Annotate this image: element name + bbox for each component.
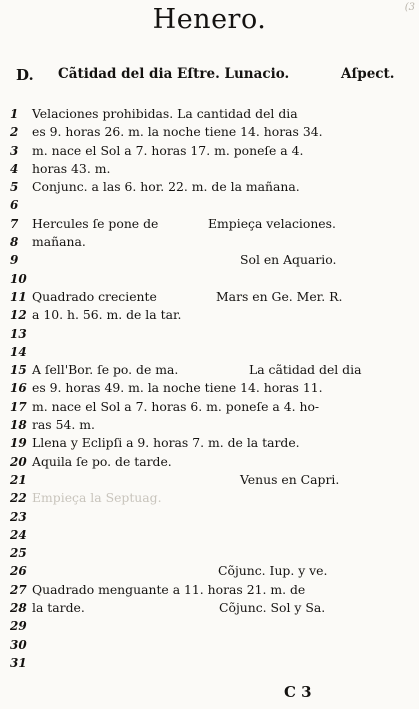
- day-number: 22: [10, 491, 27, 506]
- day-row: [0, 654, 419, 672]
- day-entry: A ſell'Bor. ſe po. de ma.: [32, 362, 179, 378]
- day-row: [0, 434, 419, 452]
- day-entry: Aquila ſe po. de tarde.: [32, 453, 172, 469]
- day-number: 28: [10, 601, 27, 616]
- day-number: 6: [10, 198, 19, 213]
- day-number: 20: [10, 454, 27, 469]
- day-number: 23: [10, 509, 27, 524]
- day-entry: Conjunc. a las 6. hor. 22. m. de la mañana.: [32, 179, 300, 195]
- day-number: 7: [10, 216, 19, 231]
- day-row: [0, 544, 419, 562]
- day-number: 5: [10, 180, 19, 195]
- day-entry: ras 54. m.: [32, 417, 95, 433]
- day-row: [0, 123, 419, 141]
- header-cantidad: Cãtidad del dia Eſtre. Lunacio.: [58, 66, 290, 82]
- day-number: 12: [10, 308, 27, 323]
- day-entry: Empieça la Septuag.: [32, 490, 162, 506]
- day-row: [0, 215, 419, 233]
- day-row: [0, 105, 419, 123]
- day-number: 21: [10, 472, 27, 487]
- day-row: [0, 617, 419, 635]
- day-row: [0, 379, 419, 397]
- day-number: 1: [10, 107, 19, 121]
- day-entry: m. nace el Sol a 7. horas 6. m. poneſe a 4. ho-: [32, 398, 320, 414]
- day-number: 4: [10, 161, 19, 176]
- aspect-entry: Cõjunc. Iup. y ve.: [218, 563, 328, 579]
- aspect-entry: Sol en Aquario.: [240, 252, 337, 268]
- day-number: 11: [10, 289, 27, 304]
- day-entry: mañana.: [32, 234, 86, 250]
- day-row: [0, 233, 419, 251]
- column-header: [0, 66, 419, 84]
- day-number: 29: [10, 619, 27, 634]
- day-number: 9: [10, 253, 19, 268]
- page-title: Henero.: [152, 4, 267, 35]
- day-number: 30: [10, 637, 27, 652]
- day-row: [0, 471, 419, 489]
- day-row: [0, 343, 419, 361]
- day-number: 31: [10, 655, 27, 670]
- day-row: [0, 453, 419, 471]
- aspect-entry: Cõjunc. Sol y Sa.: [219, 600, 326, 616]
- day-number: 16: [10, 381, 27, 396]
- day-entry: Quadrado menguante a 11. horas 21. m. de: [32, 581, 306, 597]
- day-rows: [0, 105, 419, 672]
- day-row: [0, 142, 419, 160]
- day-entry: Quadrado creciente: [32, 288, 157, 304]
- signature-mark: C 3: [284, 683, 312, 701]
- day-row: [0, 251, 419, 269]
- day-entry: Llena y Eclipſi a 9. horas 7. m. de la tarde.: [32, 435, 300, 451]
- day-row: [0, 361, 419, 379]
- day-row: [0, 270, 419, 288]
- day-row: [0, 398, 419, 416]
- aspect-entry: Mars en Ge. Mer. R.: [216, 288, 343, 304]
- day-number: 10: [10, 271, 27, 286]
- aspect-entry: La cãtidad del dia: [249, 362, 362, 378]
- day-number: 8: [10, 235, 19, 250]
- day-entry: a 10. h. 56. m. de la tar.: [32, 307, 182, 323]
- day-row: [0, 325, 419, 343]
- day-entry: Velaciones prohibidas. La cantidad del dia: [32, 106, 298, 121]
- day-number: 2: [10, 125, 19, 140]
- day-row: [0, 599, 419, 617]
- aspect-entry: Venus en Capri.: [240, 471, 340, 487]
- day-entry: horas 43. m.: [32, 160, 111, 176]
- header-day: D.: [16, 66, 34, 84]
- day-row: [0, 526, 419, 544]
- day-number: 15: [10, 363, 27, 378]
- day-row: [0, 306, 419, 324]
- day-entry: Hercules ſe pone de: [32, 215, 159, 231]
- day-number: 13: [10, 326, 27, 341]
- corner-mark: (3: [404, 2, 415, 13]
- day-entry: es 9. horas 49. m. la noche tiene 14. horas 11.: [32, 380, 323, 396]
- day-entry: m. nace el Sol a 7. horas 17. m. poneſe a 4.: [32, 142, 304, 158]
- day-row: [0, 636, 419, 654]
- day-row: [0, 416, 419, 434]
- day-number: 18: [10, 418, 27, 433]
- header-aspect: Aſpect.: [341, 66, 395, 82]
- aspect-entry: Empieça velaciones.: [208, 215, 336, 231]
- day-entry: es 9. horas 26. m. la noche tiene 14. horas 34.: [32, 124, 323, 140]
- day-row: [0, 581, 419, 599]
- day-number: 3: [10, 143, 19, 158]
- day-number: 14: [10, 344, 27, 359]
- day-row: [0, 489, 419, 507]
- day-row: [0, 562, 419, 580]
- day-row: [0, 196, 419, 214]
- day-row: [0, 178, 419, 196]
- day-number: 27: [10, 582, 27, 597]
- day-number: 26: [10, 564, 27, 579]
- day-entry: la tarde.: [32, 600, 85, 616]
- day-number: 24: [10, 527, 27, 542]
- day-number: 19: [10, 436, 27, 451]
- day-row: [0, 288, 419, 306]
- day-number: 17: [10, 399, 27, 414]
- day-number: 25: [10, 546, 27, 561]
- day-row: [0, 508, 419, 526]
- day-row: [0, 160, 419, 178]
